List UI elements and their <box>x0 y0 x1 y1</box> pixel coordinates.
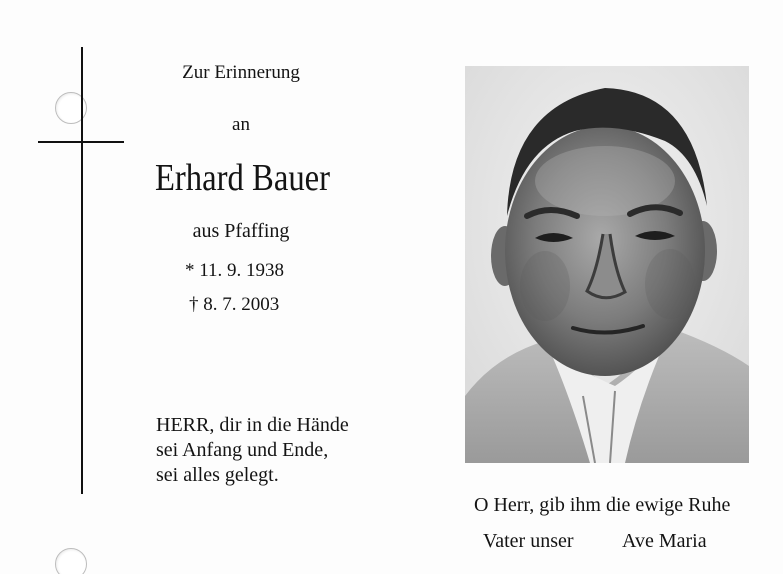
an-text: an <box>232 114 250 135</box>
origin-text: aus Pfaffing <box>192 220 290 242</box>
verse-line-3: sei alles gelegt. <box>156 464 279 486</box>
birth-date: * 11. 9. 1938 <box>185 260 285 281</box>
punch-hole-bottom <box>55 548 87 574</box>
cross-icon-horizontal <box>38 141 124 143</box>
prayer-vater-unser: Vater unser <box>483 530 574 552</box>
prayer-line: O Herr, gib ihm die ewige Ruhe <box>474 494 731 516</box>
prayer-ave-maria: Ave Maria <box>622 530 707 552</box>
verse-block <box>156 413 349 488</box>
intro-text: Zur Erinnerung <box>182 62 300 83</box>
verse-line-1: HERR, dir in die Hände <box>156 414 349 436</box>
verse-line-2: sei Anfang und Ende, <box>156 439 329 461</box>
deceased-name: Erhard Bauer <box>154 157 331 199</box>
cross-icon-vertical <box>81 47 83 494</box>
portrait-photo <box>465 66 749 463</box>
death-date: † 8. 7. 2003 <box>189 294 280 315</box>
